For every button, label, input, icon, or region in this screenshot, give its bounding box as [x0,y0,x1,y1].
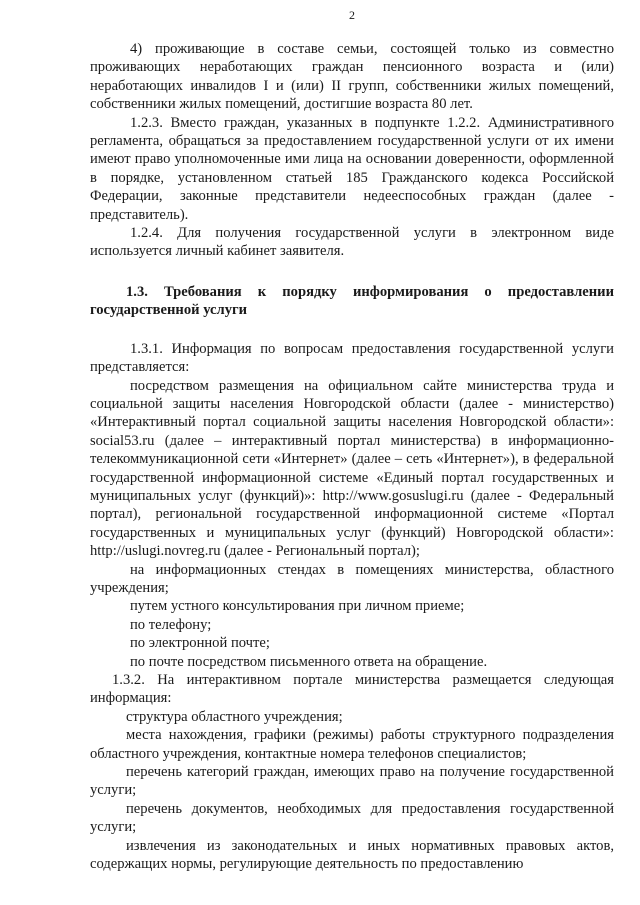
paragraph-item-4: 4) проживающие в составе семьи, состоящей только из совместно проживающих неработающих граждан пенсионного возраста и (или) неработающих инвалидов I и (или) II групп, собственники жилых помещений, собственники жилых помещений, достигшие возраста 80 лет. [90,41,614,113]
list-item-documents: перечень документов, необходимых для предоставления государственной услуги; [90,800,614,836]
list-item-oral: путем устного консультирования при личном приеме; [130,598,465,615]
list-item-email: по электронной почте; [130,635,270,652]
paragraph-1-3-1-intro: 1.3.1. Информация по вопросам предоставления государственной услуги представляется: [90,340,614,376]
paragraph-1-2-4: 1.2.4. Для получения государственной услуги в электронном виде используется личный кабинет заявителя. [90,225,614,260]
list-item-stands: на информационных стендах в помещениях министерства, областного учреждения; [90,561,614,596]
list-item-extracts: извлечения из законодательных и иных нормативных правовых актов, содержащих нормы, регулирующие деятельность по предоставлению [90,837,614,873]
section-heading-1-3: 1.3. Требования к порядку информирования о предоставлении государственной услуги [90,283,614,319]
list-item-website: посредством размещения на официальном сайте министерства труда и социальной защиты населения Новгородской области (далее - министерство) «Интерактивный портал социальной защиты населения Новгородской области»: social53.ru (далее – интерактивный портал министерства) в информационно-телекоммуникационной сети «Интернет» (далее – сеть «Интернет»), в федеральной государственной информационной системе «Единый портал государственных и муниципальных услуг (функций)»: http://www.gosuslugi.ru (далее - Федеральный портал), региональной государственной информационной системе «Портал государственных и муниципальных услуг (функций) Новгородской области»: http://uslugi.novreg.ru (далее - Региональный портал); [90,377,614,560]
paragraph-1-3-2-intro: 1.3.2. На интерактивном портале министерства размещается следующая информация: [90,672,614,707]
list-item-locations: места нахождения, графики (режимы) работы структурного подразделения областного учреждения, контактные номера телефонов специалистов; [90,727,614,762]
list-item-structure: структура областного учреждения; [126,708,343,725]
list-item-phone: по телефону; [130,616,212,633]
paragraph-1-2-3: 1.2.3. Вместо граждан, указанных в подпункте 1.2.2. Административного регламента, обращаться за предоставлением государственной услуги от их имени имеют право уполномоченные ими лица на основании доверенности, оформленной в порядке, установленном статьей 185 Гражданского кодекса Российской Федерации, законные представители недееспособных граждан (далее - представитель). [90,114,614,223]
page-number: 2 [349,8,355,22]
list-item-categories: перечень категорий граждан, имеющих право на получение государственной услуги; [90,764,614,799]
list-item-post: по почте посредством письменного ответа на обращение. [130,653,488,670]
